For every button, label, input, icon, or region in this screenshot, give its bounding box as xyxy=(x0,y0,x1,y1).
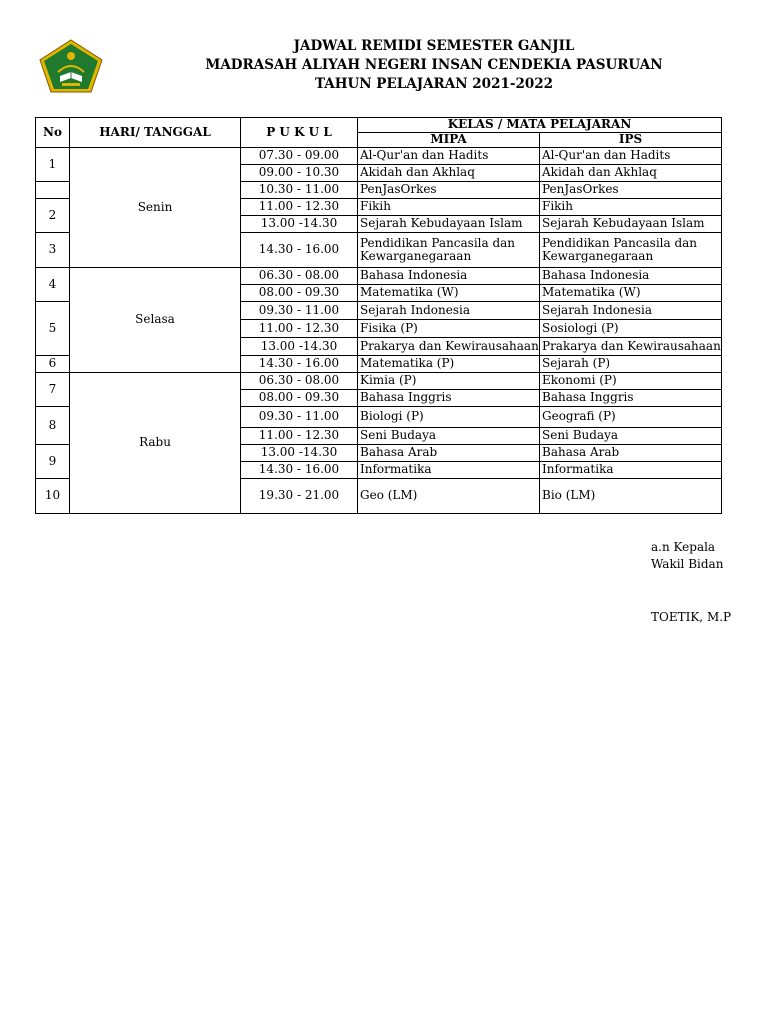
time-cell: 08.00 - 09.30 xyxy=(241,285,358,302)
row-number: 5 xyxy=(36,302,70,356)
time-cell: 09.30 - 11.00 xyxy=(241,407,358,428)
time-cell: 19.30 - 21.00 xyxy=(241,479,358,514)
col-header-class-subject: KELAS / MATA PELAJARAN xyxy=(358,118,722,133)
title-line-2: MADRASAH ALIYAH NEGERI INSAN CENDEKIA PASURUAN xyxy=(205,57,663,73)
ips-cell: Al-Qur'an dan Hadits xyxy=(540,148,722,165)
row-number: 6 xyxy=(36,356,70,373)
mipa-cell: Sejarah Kebudayaan Islam xyxy=(358,216,540,233)
ips-cell: Bahasa Indonesia xyxy=(540,268,722,285)
time-cell: 14.30 - 16.00 xyxy=(241,233,358,268)
mipa-cell: Fisika (P) xyxy=(358,320,540,338)
mipa-cell: Prakarya dan Kewirausahaan xyxy=(358,338,540,356)
ips-cell: Prakarya dan Kewirausahaan xyxy=(540,338,722,356)
time-cell: 08.00 - 09.30 xyxy=(241,390,358,407)
row-number: 2 xyxy=(36,199,70,233)
time-cell: 11.00 - 12.30 xyxy=(241,320,358,338)
row-number: 9 xyxy=(36,445,70,479)
row-number: 4 xyxy=(36,268,70,302)
mipa-cell: Akidah dan Akhlaq xyxy=(358,165,540,182)
mipa-cell: Matematika (P) xyxy=(358,356,540,373)
ips-cell: Pendidikan Pancasila dan Kewarganegaraan xyxy=(540,233,722,268)
mipa-cell: Al-Qur'an dan Hadits xyxy=(358,148,540,165)
mipa-cell: Bahasa Inggris xyxy=(358,390,540,407)
title-line-1: JADWAL REMIDI SEMESTER GANJIL xyxy=(293,38,575,54)
ips-cell: Sejarah (P) xyxy=(540,356,722,373)
time-cell: 13.00 -14.30 xyxy=(241,216,358,233)
mipa-cell: PenJasOrkes xyxy=(358,182,540,199)
time-cell: 11.00 - 12.30 xyxy=(241,428,358,445)
kemenag-emblem-icon xyxy=(38,38,104,94)
signature-name: TOETIK, M.P xyxy=(651,610,732,624)
mipa-cell: Seni Budaya xyxy=(358,428,540,445)
row-number: 10 xyxy=(36,479,70,514)
mipa-cell: Informatika xyxy=(358,462,540,479)
ips-cell: Informatika xyxy=(540,462,722,479)
ips-cell: Bahasa Arab xyxy=(540,445,722,462)
ips-cell: Ekonomi (P) xyxy=(540,373,722,390)
ips-cell: Sosiologi (P) xyxy=(540,320,722,338)
time-cell: 06.30 - 08.00 xyxy=(241,373,358,390)
mipa-cell: Pendidikan Pancasila dan Kewarganegaraan xyxy=(358,233,540,268)
day-cell: Rabu xyxy=(70,373,241,514)
mipa-cell: Kimia (P) xyxy=(358,373,540,390)
signature-line-2: Wakil Bidan xyxy=(651,557,724,571)
mipa-cell: Bahasa Indonesia xyxy=(358,268,540,285)
table-row xyxy=(36,268,722,285)
time-cell: 11.00 - 12.30 xyxy=(241,199,358,216)
mipa-cell: Bahasa Arab xyxy=(358,445,540,462)
mipa-cell: Sejarah Indonesia xyxy=(358,302,540,320)
time-cell: 09.00 - 10.30 xyxy=(241,165,358,182)
ips-cell: Sejarah Kebudayaan Islam xyxy=(540,216,722,233)
time-cell: 07.30 - 09.00 xyxy=(241,148,358,165)
time-cell: 13.00 -14.30 xyxy=(241,445,358,462)
row-number-empty xyxy=(36,182,70,199)
time-cell: 06.30 - 08.00 xyxy=(241,268,358,285)
row-number: 1 xyxy=(36,148,70,182)
time-cell: 10.30 - 11.00 xyxy=(241,182,358,199)
time-cell: 09.30 - 11.00 xyxy=(241,302,358,320)
mipa-cell: Fikih xyxy=(358,199,540,216)
ips-cell: Matematika (W) xyxy=(540,285,722,302)
time-cell: 13.00 -14.30 xyxy=(241,338,358,356)
ips-cell: Geografi (P) xyxy=(540,407,722,428)
time-cell: 14.30 - 16.00 xyxy=(241,356,358,373)
table-row xyxy=(36,373,722,390)
header-row xyxy=(36,118,722,133)
mipa-cell: Geo (LM) xyxy=(358,479,540,514)
day-cell: Senin xyxy=(70,148,241,268)
row-number: 7 xyxy=(36,373,70,407)
col-header-no: No xyxy=(36,118,70,148)
title-line-3: TAHUN PELAJARAN 2021-2022 xyxy=(314,76,554,92)
schedule-table xyxy=(35,117,722,514)
ips-cell: PenJasOrkes xyxy=(540,182,722,199)
row-number: 3 xyxy=(36,233,70,268)
mipa-cell: Matematika (W) xyxy=(358,285,540,302)
col-header-ips: IPS xyxy=(540,133,722,148)
ips-cell: Bio (LM) xyxy=(540,479,722,514)
ips-cell: Akidah dan Akhlaq xyxy=(540,165,722,182)
ips-cell: Seni Budaya xyxy=(540,428,722,445)
col-header-time: P U K U L xyxy=(241,118,358,148)
document-title xyxy=(200,37,668,94)
table-row xyxy=(36,148,722,165)
day-cell: Selasa xyxy=(70,268,241,373)
ips-cell: Bahasa Inggris xyxy=(540,390,722,407)
signature-line-1: a.n Kepala xyxy=(651,540,716,554)
time-cell: 14.30 - 16.00 xyxy=(241,462,358,479)
ips-cell: Sejarah Indonesia xyxy=(540,302,722,320)
col-header-day: HARI/ TANGGAL xyxy=(70,118,241,148)
ips-cell: Fikih xyxy=(540,199,722,216)
mipa-cell: Biologi (P) xyxy=(358,407,540,428)
col-header-mipa: MIPA xyxy=(358,133,540,148)
row-number: 8 xyxy=(36,407,70,445)
